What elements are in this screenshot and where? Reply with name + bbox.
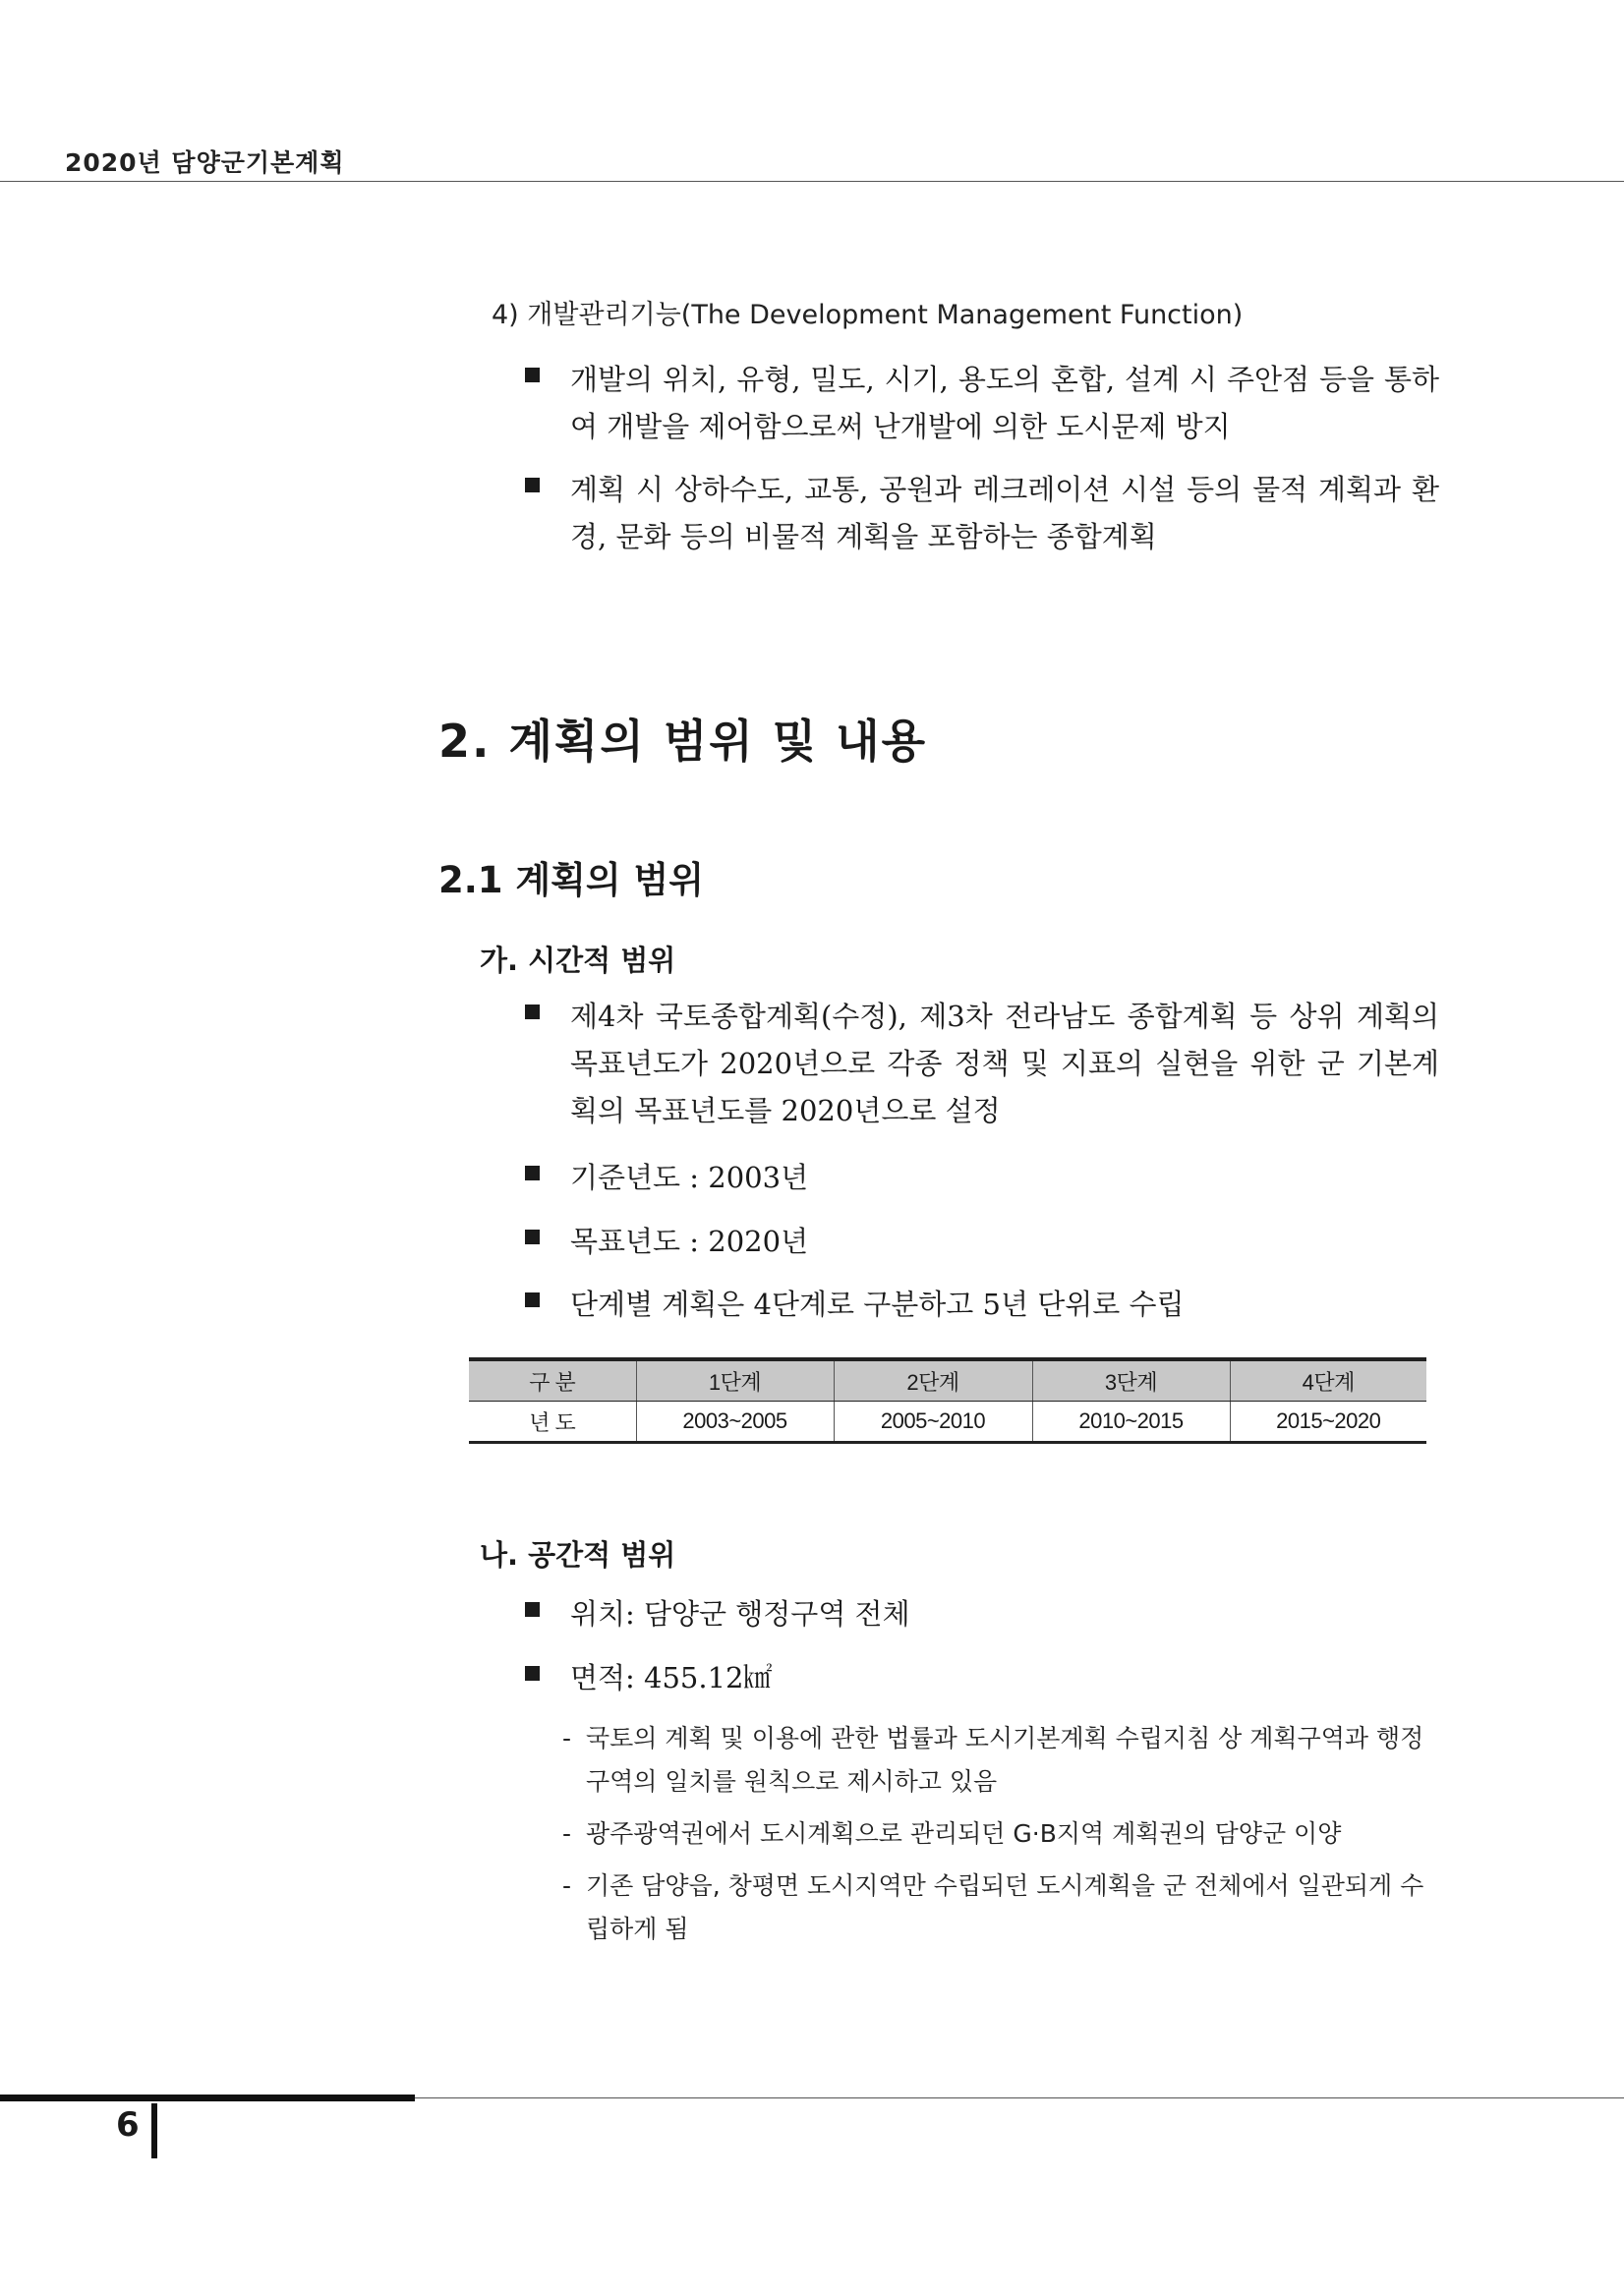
function-heading: 4) 개발관리기능(The Development Management Function): [492, 300, 1244, 330]
table-header-row: [469, 1359, 1426, 1402]
square-bullet-icon: [525, 1666, 540, 1681]
footer-thick-rule: [0, 2095, 415, 2101]
section-title: 2. 계획의 범위 및 내용: [438, 715, 928, 768]
list-item-text: 계획 시 상하수도, 교통, 공원과 레크레이션 시설 등의 물적 계획과 환경, 문화 등의 비물적 계획을 포함하는 종합계획: [570, 473, 1439, 553]
square-bullet-icon: [525, 478, 540, 492]
list-item-text: 면적: 455.12㎢: [570, 1661, 773, 1694]
table-header-cell: 3단계: [1032, 1359, 1230, 1402]
list-item-text: 목표년도 : 2020년: [570, 1225, 809, 1258]
list-item: [525, 1154, 1439, 1201]
square-bullet-icon: [525, 368, 540, 382]
subsection-title: 2.1 계획의 범위: [438, 859, 705, 901]
note-text: 국토의 계획 및 이용에 관한 법률과 도시기본계획 수립지침 상 계획구역과 행정구역의 일치를 원칙으로 제시하고 있음: [586, 1724, 1424, 1796]
square-bullet-icon: [525, 1602, 540, 1617]
list-item-text: 단계별 계획은 4단계로 구분하고 5년 단위로 수립: [570, 1288, 1185, 1321]
table-cell: 2003~2005: [636, 1402, 834, 1443]
table-header-cell: 2단계: [834, 1359, 1032, 1402]
table-cell: 년 도: [469, 1402, 636, 1443]
list-item: [525, 1281, 1439, 1328]
table-cell: 2005~2010: [834, 1402, 1032, 1443]
phase-table: [469, 1357, 1426, 1444]
table-cell: 2010~2015: [1032, 1402, 1230, 1443]
table-header-cell: 1단계: [636, 1359, 834, 1402]
list-item-text: 위치: 담양군 행정구역 전체: [570, 1597, 910, 1631]
list-item: [525, 466, 1439, 560]
note-text: 광주광역권에서 도시계획으로 관리되던 G·B지역 계획권의 담양군 이양: [586, 1819, 1342, 1848]
dash-mark: -: [562, 1819, 572, 1848]
table-cell: 2015~2020: [1230, 1402, 1426, 1443]
page-number-bar: [151, 2103, 157, 2158]
list-item: [525, 1590, 1439, 1637]
square-bullet-icon: [525, 1230, 540, 1244]
time-scope-title: 가. 시간적 범위: [480, 944, 676, 977]
square-bullet-icon: [525, 1166, 540, 1180]
square-bullet-icon: [525, 1292, 540, 1307]
list-item-text: 제4차 국토종합계획(수정), 제3차 전라남도 종합계획 등 상위 계획의 목표년도가 2020년으로 각종 정책 및 지표의 실현을 위한 군 기본계획의 목표년도를 2020년으로 설정: [570, 1000, 1439, 1127]
dash-mark: -: [562, 1724, 572, 1752]
note-item: [562, 1865, 1437, 1951]
note-text: 기존 담양읍, 창평면 도시지역만 수립되던 도시계획을 군 전체에서 일관되게 수립하게 됨: [586, 1871, 1424, 1943]
list-item: [525, 1218, 1439, 1265]
list-item: [525, 1654, 1439, 1701]
footer-thin-rule: [415, 2097, 1624, 2098]
list-item: [525, 356, 1439, 450]
document-header-title: 2020년 담양군기본계획: [65, 148, 345, 177]
list-item: [525, 993, 1439, 1134]
note-item: [562, 1812, 1437, 1856]
list-item-text: 개발의 위치, 유형, 밀도, 시기, 용도의 혼합, 설계 시 주안점 등을 통하여 개발을 제어함으로써 난개발에 의한 도시문제 방지: [570, 363, 1439, 443]
square-bullet-icon: [525, 1004, 540, 1019]
table-header-cell: 4단계: [1230, 1359, 1426, 1402]
table-row: [469, 1402, 1426, 1443]
page-number: 6: [116, 2105, 140, 2145]
space-scope-title: 나. 공간적 범위: [480, 1538, 676, 1572]
note-item: [562, 1717, 1437, 1804]
table-header-cell: 구 분: [469, 1359, 636, 1402]
header-divider: [0, 181, 1624, 182]
list-item-text: 기준년도 : 2003년: [570, 1161, 809, 1194]
dash-mark: -: [562, 1871, 572, 1900]
